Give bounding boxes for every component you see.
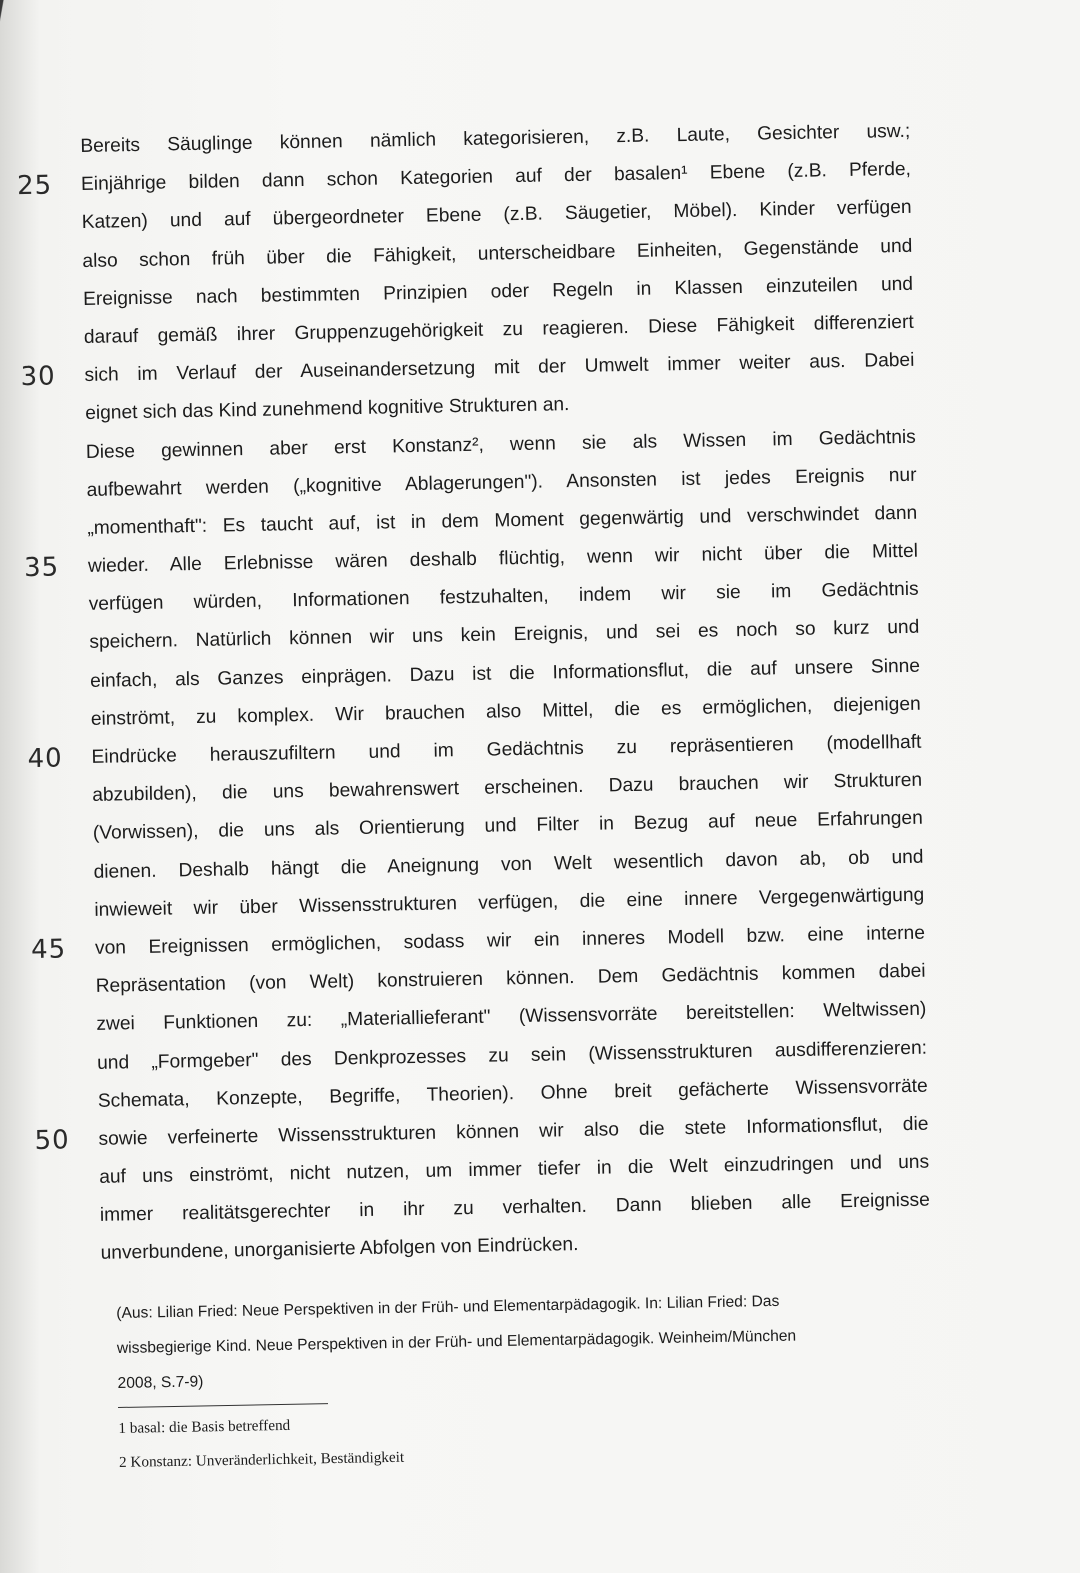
line-text: einströmt, zu komplex. Wir brauchen also Mittel, die es ermöglichen, diejenigen <box>90 693 921 730</box>
line-text: Repräsentation (von Welt) konstruieren können. Dem Gedächtnis kommen dabei <box>95 960 926 997</box>
line-text: speichern. Natürlich können wir uns kein Ereignis, und sei es noch so kurz und <box>89 617 920 654</box>
footnote-divider <box>118 1403 328 1408</box>
line-text: unverbundene, unorganisierte Abfolgen von Eindrücken. <box>100 1234 579 1265</box>
footnote-1: 1 basal: die Basis betreffend <box>118 1416 291 1437</box>
source-citation <box>116 1281 918 1401</box>
line-text: einfach, als Ganzes einprägen. Dazu ist die Informationsflut, die auf unsere Sinne <box>89 655 921 692</box>
line-number: 30 <box>20 361 56 393</box>
line-text: Schemata, Konzepte, Begriffe, Theorien). Ohne breit gefächerte Wissensvorräte <box>97 1075 928 1112</box>
line-text: also schon früh über die Fähigkeit, unterscheidbare Einheiten, Gegenstände und <box>82 235 913 272</box>
line-text: Eindrücke herauszufiltern und im Gedächtnis zu repräsentieren (modellhaft <box>91 731 922 768</box>
line-text: abzubilden), die uns bewahrenswert erscheinen. Dazu brauchen wir Strukturen <box>92 769 923 807</box>
line-text: darauf gemäß ihrer Gruppenzugehörigkeit zu reagieren. Diese Fähigkeit differenziert <box>83 311 914 348</box>
source-line: wissbegierige Kind. Neue Perspektiven in der Früh- und Elementarpädagogik. Weinheim/München <box>116 1327 797 1357</box>
line-text: (Vorwissen), die uns als Orientierung und Filter in Bezug auf neue Erfahrungen <box>92 808 923 845</box>
line-text: wieder. Alle Erlebnisse wären deshalb flüchtig, wenn wir nicht über die Mittel <box>87 540 919 577</box>
line-text: Einjährige bilden dann schon Kategorien auf der basalen¹ Ebene (z.B. Pferde, <box>80 158 912 196</box>
line-number: 45 <box>30 934 67 965</box>
line-text: „momenthaft": Es taucht auf, ist in dem Moment gegenwärtig und verschwindet dann <box>87 502 918 539</box>
line-text: eignet sich das Kind zunehmend kognitive Strukturen an. <box>85 394 570 425</box>
line-text: sowie verfeinerte Wissensstrukturen können wir also die stete Informationsflut, die <box>98 1113 929 1150</box>
scan-edge-mark <box>0 0 24 120</box>
line-text: auf uns einströmt, nicht nutzen, um immer tiefer in die Welt einzudringen und uns <box>99 1151 930 1188</box>
main-text <box>16 113 931 1274</box>
line-number: 35 <box>23 552 60 584</box>
line-text: Diese gewinnen aber erst Konstanz², wenn sie als Wissen im Gedächtnis <box>85 426 916 463</box>
line-text: von Ereignissen ermöglichen, sodass wir ein inneres Modell bzw. eine interne <box>94 922 926 959</box>
line-number: 50 <box>34 1125 70 1156</box>
line-number: 40 <box>27 743 63 775</box>
line-text: verfügen würden, Informationen festzuhalten, indem wir sie im Gedächtnis <box>88 578 919 616</box>
line-text: Ereignisse nach bestimmten Prinzipien oder Regeln in Klassen einzuteilen und <box>82 273 914 310</box>
footer-block <box>116 1281 919 1480</box>
line-text: sich im Verlauf der Auseinandersetzung mit der Umwelt immer weiter aus. Dabei <box>84 349 915 387</box>
line-text: inwieweit wir über Wissensstrukturen verfügen, die eine innere Vergegenwärtigung <box>94 884 925 921</box>
line-text: Katzen) und auf übergeordneter Ebene (z.B. Säugetier, Möbel). Kinder verfügen <box>81 197 912 234</box>
footnote-2: 2 Konstanz: Unveränderlichkeit, Beständigkeit <box>118 1448 405 1471</box>
line-text: aufbewahrt werden („kognitive Ablagerungen"). Ansonsten ist jedes Ereignis nur <box>86 464 917 501</box>
line-text: zwei Funktionen zu: „Materiallieferant" (Wissensvorräte bereitstellen: Weltwissen) <box>96 998 927 1036</box>
line-text: Bereits Säuglinge können nämlich kategorisieren, z.B. Laute, Gesichter usw.; <box>80 120 911 157</box>
line-text: und „Formgeber" des Denkprozesses zu sein (Wissensstrukturen ausdifferenzieren: <box>96 1037 928 1074</box>
line-number: 25 <box>16 170 53 202</box>
source-line: (Aus: Lilian Fried: Neue Perspektiven in der Früh- und Elementarpädagogik. In: Lilian Fried: Das <box>116 1292 780 1322</box>
line-text: dienen. Deshalb hängt die Aneignung von Welt wesentlich davon ab, ob und <box>93 846 924 883</box>
source-line: 2008, S.7-9) <box>117 1373 204 1392</box>
line-text: immer realitätsgerechter in ihr zu verhalten. Dann blieben alle Ereignisse <box>99 1189 930 1227</box>
